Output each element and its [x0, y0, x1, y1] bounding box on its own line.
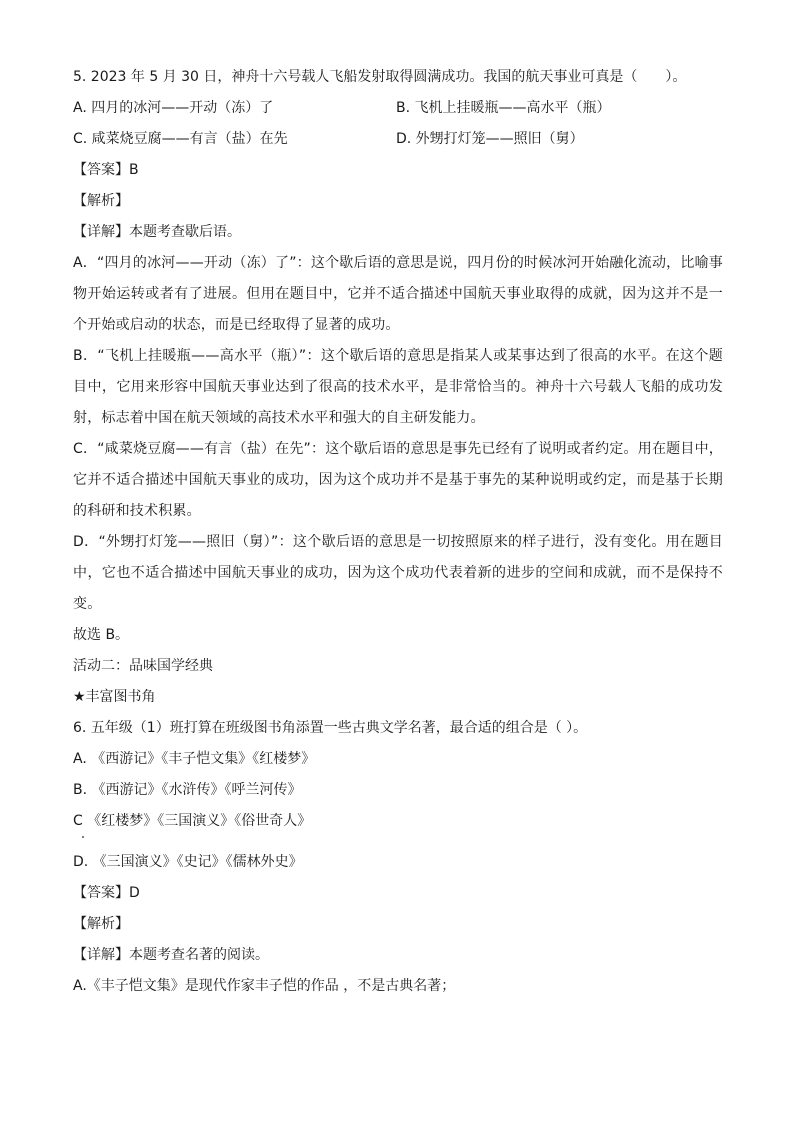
stray-dot-mark — [82, 836, 84, 838]
question-5-option-a: A. 四月的冰河——开动（冻）了 — [73, 100, 274, 116]
question-5-conclusion: 故选 B。 — [73, 627, 130, 643]
question-6-detail: 【详解】本题考查名著的阅读。 — [73, 947, 269, 963]
question-5-options-row-1 — [73, 93, 723, 124]
question-5-option-b: B. 飞机上挂暖瓶——高水平（瓶） — [396, 100, 611, 116]
question-5-explanation-c: C．“咸菜烧豆腐——有言（盐）在先”：这个歇后语的意思是事先已经有了说明或者约定。用在题目中，它并不适合描述中国航天事业的成功，因为这个成功并不是基于事先的某种说明或约定，而是基于长期的科研和技术积累。 — [73, 441, 723, 519]
question-5-explanation-b: B．“飞机上挂暖瓶——高水平（瓶）”：这个歇后语的意思是指某人或某事达到了很高的水平。在这个题目中，它用来形容中国航天事业达到了很高的技术水平，是非常恰当的。神舟十六号载人飞船的成功发射，标志着中国在航天领域的高技术水平和强大的自主研发能力。 — [73, 348, 723, 426]
question-6-answer: 【答案】D — [73, 885, 140, 901]
question-6-option-c: C 《红楼梦》《三国演义》《俗世奇人》 — [73, 813, 312, 829]
question-5-option-d: D. 外甥打灯笼——照旧（舅） — [396, 131, 584, 147]
question-6-option-a: A. 《西游记》《丰子恺文集》《红楼梦》 — [73, 751, 316, 767]
question-6-analysis-label: 【解析】 — [73, 916, 129, 932]
question-6-stem: 6. 五年级（1）班打算在班级图书角添置一些古典文学名著，最合适的组合是（ ）。 — [73, 720, 588, 736]
question-5-explanation-a: A．“四月的冰河——开动（冻）了”：这个歇后语的意思是说，四月份的时候冰河开始融化流动，比喻事物开始运转或者有了进展。但用在题目中，它并不适合描述中国航天事业取得的成就，因为这并不是一个开始或启动的状态，而是已经取得了显著的成功。 — [73, 255, 723, 333]
activity-title: 活动二：品味国学经典 — [73, 658, 213, 674]
spacer — [73, 837, 723, 847]
question-5-option-c: C. 咸菜烧豆腐——有言（盐）在先 — [73, 131, 288, 147]
question-5-detail: 【详解】本题考查歇后语。 — [73, 224, 241, 240]
document-page — [73, 62, 723, 1002]
activity-subtitle: ★丰富图书角 — [73, 689, 156, 705]
question-5-explanation-d: D．“外甥打灯笼——照旧（舅）”：这个歇后语的意思是一切按照原来的样子进行，没有变化。用在题目中，它也不适合描述中国航天事业的成功，因为这个成功代表着新的进步的空间和成就，而不是保持不变。 — [73, 534, 723, 612]
question-5-analysis-label: 【解析】 — [73, 193, 129, 209]
question-6-option-b: B. 《西游记》《水浒传》《呼兰河传》 — [73, 782, 302, 798]
question-5-answer: 【答案】B — [73, 162, 139, 178]
question-6-option-d: D. 《三国演义》《史记》《儒林外史》 — [73, 854, 303, 870]
question-6-explanation-a: A.《丰子恺文集》是现代作家丰子恺的作品 ，不是古典名著； — [73, 978, 456, 994]
question-5-options-row-2 — [73, 124, 723, 155]
question-5-stem: 5. 2023 年 5 月 30 日，神舟十六号载人飞船发射取得圆满成功。我国的航天事业可真是（ ）。 — [73, 69, 687, 85]
